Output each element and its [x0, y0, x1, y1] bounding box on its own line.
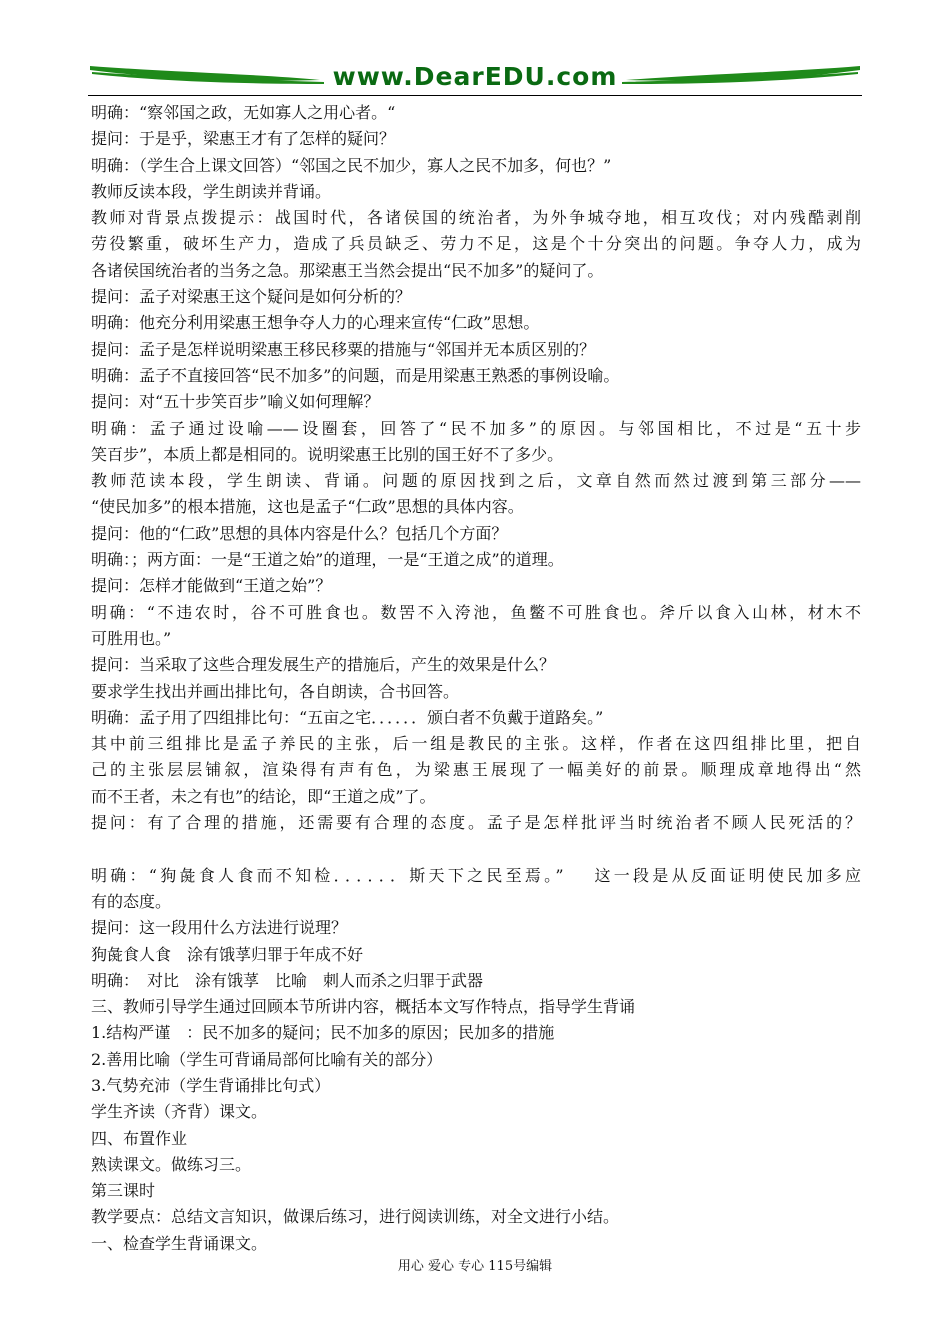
- text-line: 其中前三组排比是孟子养民的主张，后一组是教民的主张。这样，作者在这四组排比里，把自: [91, 734, 861, 754]
- text-line: 熟读课文。做练习三。: [91, 1154, 252, 1174]
- text-line: 第三课时: [91, 1181, 156, 1201]
- text-line: 有的态度。: [91, 891, 172, 911]
- text-line: 明确： 对比 涂有饿莩 比喻 刺人而杀之归罪于武器: [91, 970, 484, 990]
- text-line: 教师对背景点拨提示：战国时代，各诸侯国的统治者，为外争城夺地，相互攻伐；对内残酷剥削: [91, 208, 861, 228]
- text-line: 教学要点：总结文言知识，做课后练习，进行阅读训练，对全文进行小结。: [91, 1207, 620, 1227]
- text-line: 提问：他的“仁政”思想的具体内容是什么？包括几个方面？: [91, 523, 508, 543]
- text-line: 明确：孟子用了四组排比句：“五亩之宅．．．．．．颁白者不负戴于道路矣。”: [91, 707, 604, 727]
- text-line: 提问：孟子是怎样说明梁惠王移民移粟的措施与“邻国并无本质区别的？: [91, 339, 596, 359]
- text-line: 一、检查学生背诵课文。: [91, 1233, 268, 1253]
- text-line: 提问：孟子对梁惠王这个疑问是如何分析的？: [91, 287, 412, 307]
- header-divider: [88, 95, 862, 96]
- blank-line: [91, 836, 861, 862]
- text-line: 学生齐读（齐背）课文。: [91, 1102, 268, 1122]
- text-line: 教师范读本段，学生朗读、背诵。问题的原因找到之后，文章自然而然过渡到第三部分——: [91, 471, 861, 491]
- text-line: 明确：（学生合上课文回答）“邻国之民不加少，寡人之民不加多，何也？”: [91, 155, 612, 175]
- text-line: 明确：孟子不直接回答“民不加多”的问题，而是用梁惠王熟悉的事例设喻。: [91, 365, 620, 385]
- text-line: 明确：“不违农时，谷不可胜食也。数罟不入洿池，鱼鳖不可胜食也。斧斤以食入山林，材木不: [91, 602, 861, 622]
- page-footer: 用心 爱心 专心 115号编辑: [397, 1259, 553, 1274]
- text-line: 提问：对“五十步笑百步”喻义如何理解？: [91, 392, 380, 412]
- text-line: 3.气势充沛（学生背诵排比句式）: [91, 1075, 331, 1095]
- text-line: 提问：怎样才能做到“王道之始”？: [91, 576, 332, 596]
- text-line: 教师反读本段，学生朗读并背诵。: [91, 181, 332, 201]
- text-line: 己的主张层层铺叙，渲染得有声有色，为梁惠王展现了一幅美好的前景。顺理成章地得出“然: [91, 760, 861, 780]
- site-logo-text: www.DearEDU.com: [332, 62, 618, 91]
- text-line: 明确：；两方面：一是“王道之始”的道理，一是“王道之成”的道理。: [91, 550, 564, 570]
- text-line: 2.善用比喻（学生可背诵局部何比喻有关的部分）: [91, 1049, 443, 1069]
- page-header: [88, 60, 862, 96]
- text-line: 三、教师引导学生通过回顾本节所讲内容，概括本文写作特点，指导学生背诵: [91, 997, 636, 1017]
- text-line: 要求学生找出并画出排比句，各自朗读，合书回答。: [91, 681, 460, 701]
- text-line: 提问：这一段用什么方法进行说理？: [91, 918, 348, 938]
- text-line: 提问：于是乎，梁惠王才有了怎样的疑问？: [91, 129, 396, 149]
- text-line: 1.结构严谨 ：民不加多的疑问；民不加多的原因；民加多的措施: [91, 1023, 555, 1043]
- text-line: 狗彘食人食 涂有饿莩归罪于年成不好: [91, 944, 364, 964]
- text-line: 明确：孟子通过设喻——设圈套，回答了“民不加多”的原因。与邻国相比，不过是“五十步: [91, 418, 861, 438]
- text-line: 劳役繁重，破坏生产力，造成了兵员缺乏、劳力不足，这是个十分突出的问题。争夺人力，成为: [91, 234, 861, 254]
- text-line: 而不王者，未之有也”的结论，即“王道之成”了。: [91, 786, 436, 806]
- text-line: 明确：他充分利用梁惠王想争夺人力的心理来宣传“仁政”思想。: [91, 313, 540, 333]
- text-line: 可胜用也。”: [91, 628, 172, 648]
- text-line: 提问：当采取了这些合理发展生产的措施后，产生的效果是什么？: [91, 655, 556, 675]
- text-line: “使民加多”的根本措施，这也是孟子“仁政”思想的具体内容。: [91, 497, 524, 517]
- text-line: 各诸侯国统治者的当务之急。那梁惠王当然会提出“民不加多”的疑问了。: [91, 260, 604, 280]
- text-line: 四、布置作业: [91, 1128, 188, 1148]
- text-line: 提问：有了合理的措施，还需要有合理的态度。孟子是怎样批评当时统治者不顾人民死活的？: [91, 813, 861, 833]
- document-body: [91, 100, 861, 1257]
- text-line: 明确：“察邻国之政，无如寡人之用心者。“: [91, 103, 396, 122]
- text-line: 明确：“狗彘食人食而不知检．．．．．．斯天下之民至焉。” 这一段是从反面证明使民加多应: [91, 865, 861, 885]
- text-line: 笑百步”，本质上都是相同的。说明梁惠王比别的国王好不了多少。: [91, 444, 564, 464]
